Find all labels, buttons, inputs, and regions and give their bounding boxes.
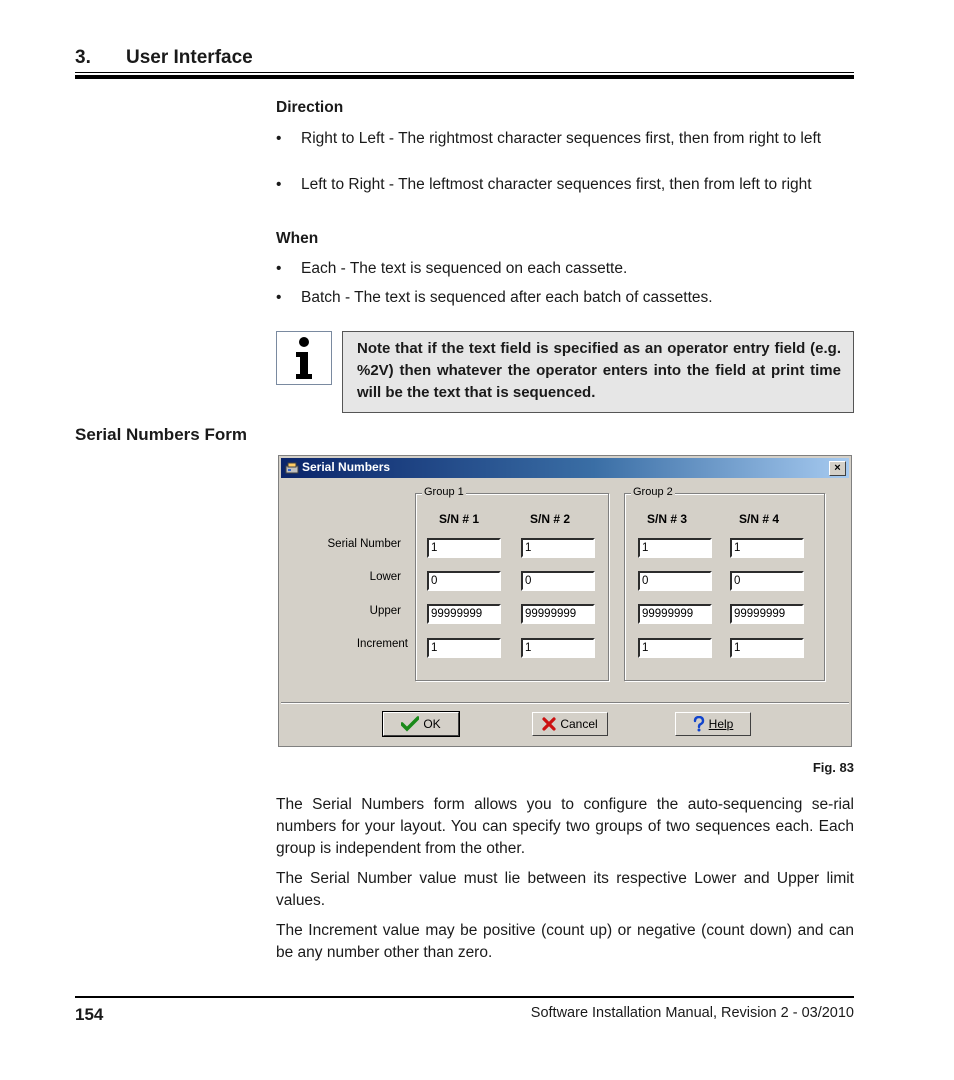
serial-number-field-2[interactable]: 1 (521, 538, 595, 558)
section-number: 3. (75, 47, 91, 68)
serial-number-field-4[interactable]: 1 (730, 538, 804, 558)
col-header-sn3: S/N # 3 (647, 512, 688, 526)
cancel-x-icon (542, 717, 556, 731)
direction-heading: Direction (276, 99, 344, 116)
header-rule-thick (75, 75, 854, 79)
paragraph-2: The Serial Number value must lie between its respective Lower and Upper limit values. (276, 870, 854, 909)
form-heading: Serial Numbers Form (75, 425, 247, 444)
question-mark-icon (693, 716, 705, 732)
col-header-sn2: S/N # 2 (530, 512, 571, 526)
bullet-text: Each - The text is sequenced on each cassette. (301, 260, 628, 277)
serial-numbers-dialog (278, 455, 852, 747)
increment-field-4[interactable]: 1 (730, 638, 804, 658)
checkmark-icon (401, 716, 419, 732)
list-item: • Batch - The text is sequenced after each batch of cassettes. (276, 286, 856, 309)
help-label: Help (708, 717, 734, 731)
increment-field-1[interactable]: 1 (427, 638, 501, 658)
group-label: Group 2 (633, 486, 673, 498)
upper-field-4[interactable]: 99999999 (730, 604, 804, 624)
close-button[interactable]: × (829, 461, 846, 476)
bullet-text: Batch - The text is sequenced after each batch of cassettes. (301, 289, 713, 306)
footer-manual-title: Software Installation Manual, Revision 2 - 03/2010 (530, 1005, 854, 1021)
serial-number-field-1[interactable]: 1 (427, 538, 501, 558)
dialog-titlebar[interactable] (281, 458, 849, 478)
ok-label: OK (423, 717, 441, 731)
list-item: • Left to Right - The leftmost character sequences first, then from left to right (276, 173, 856, 196)
col-header-sn4: S/N # 4 (739, 512, 780, 526)
page-number: 154 (75, 1005, 104, 1024)
cancel-label: Cancel (560, 717, 598, 731)
app-icon (285, 461, 299, 475)
list-item: • Each - The text is sequenced on each cassette. (276, 257, 856, 280)
ok-button[interactable] (383, 712, 459, 736)
paragraph-1: The Serial Numbers form allows you to configure the auto-sequencing se-rial numbers for your layout. You can specify two groups of two sequences each. Each group is independent from the other. (276, 796, 854, 857)
cancel-button[interactable] (532, 712, 608, 736)
lower-label: Lower (369, 571, 401, 583)
list-item: • Right to Left - The rightmost character sequences first, then from right to left (276, 127, 856, 150)
paragraph-3: The Increment value may be positive (count up) or negative (count down) and can be any number other than zero. (276, 922, 854, 961)
col-header-sn1: S/N # 1 (439, 512, 480, 526)
serial-number-field-3[interactable]: 1 (638, 538, 712, 558)
button-separator (281, 702, 849, 704)
note-text: Note that if the text field is specified as an operator entry field (e.g. %2V) then whatever the operator enters into the field at print time will be the text that is sequenced. (357, 340, 841, 401)
upper-label: Upper (369, 605, 401, 617)
increment-field-2[interactable]: 1 (521, 638, 595, 658)
increment-label: Increment (356, 638, 408, 650)
info-icon (276, 331, 332, 385)
section-title: User Interface (126, 47, 253, 68)
when-heading: When (276, 230, 319, 247)
lower-field-1[interactable]: 0 (427, 571, 501, 591)
group-label: Group 1 (424, 486, 464, 498)
figure-caption: Fig. 83 (812, 760, 854, 775)
lower-field-4[interactable]: 0 (730, 571, 804, 591)
lower-field-3[interactable]: 0 (638, 571, 712, 591)
lower-field-2[interactable]: 0 (521, 571, 595, 591)
bullet-text: Right to Left - The rightmost character sequences first, then from right to left (301, 130, 822, 147)
increment-field-3[interactable]: 1 (638, 638, 712, 658)
dialog-title: Serial Numbers (302, 460, 391, 474)
help-button[interactable] (675, 712, 751, 736)
upper-field-3[interactable]: 99999999 (638, 604, 712, 624)
upper-field-2[interactable]: 99999999 (521, 604, 595, 624)
note-box (342, 331, 854, 413)
footer-rule (75, 996, 854, 998)
bullet-text: Left to Right - The leftmost character sequences first, then from left to right (301, 176, 812, 193)
upper-field-1[interactable]: 99999999 (427, 604, 501, 624)
header-rule (75, 72, 854, 73)
serial-number-label: Serial Number (327, 538, 401, 550)
